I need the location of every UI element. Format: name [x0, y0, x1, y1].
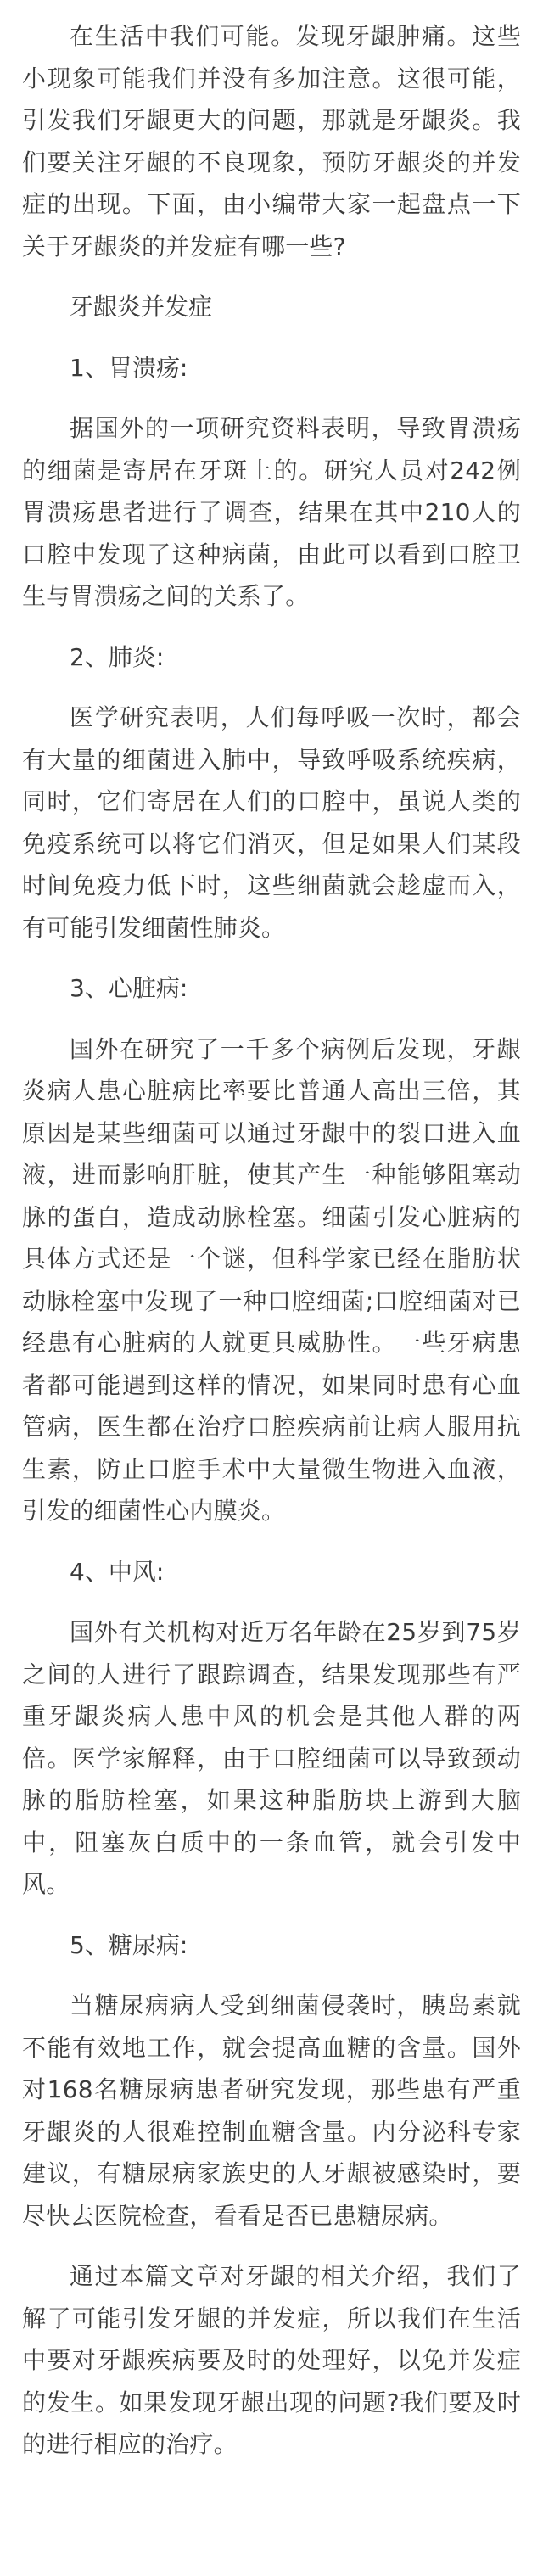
paragraph-stroke: 国外有关机构对近万名年龄在25岁到75岁之间的人进行了跟踪调查，结果发现那些有严重牙龈炎病人患中风的机会是其他人群的两倍。医学家解释，由于口腔细菌可以导致颈动脉的脂肪栓塞，如果这种脂肪块上游到大脑中，阻塞灰白质中的一条血管，就会引发中风。	[22, 1618, 521, 1898]
paragraph-pneumonia: 医学研究表明，人们每呼吸一次时，都会有大量的细菌进入肺中，导致呼吸系统疾病，同时，它们寄居在人们的口腔中，虽说人类的免疫系统可以将它们消灭，但是如果人们某段时间免疫力低下时，这些细菌就会趁虚而入，有可能引发细菌性肺炎。	[22, 703, 521, 942]
intro-paragraph: 在生活中我们可能。发现牙龈肿痛。这些小现象可能我们并没有多加注意。这很可能，引发我们牙龈更大的问题，那就是牙龈炎。我们要关注牙龈的不良现象，预防牙龈炎的并发症的出现。下面，由小编带大家一起盘点一下关于牙龈炎的并发症有哪一些?	[22, 22, 521, 260]
paragraph-diabetes: 当糖尿病病人受到细菌侵袭时，胰岛素就不能有效地工作，就会提高血糖的含量。国外对168名糖尿病患者研究发现，那些患有严重牙龈炎的人很难控制血糖含量。内分泌科专家建议，有糖尿病家族史的人牙龈被感染时，要尽快去医院检查，看看是否已患糖尿病。	[22, 1991, 521, 2230]
paragraph-heart-disease: 国外在研究了一千多个病例后发现，牙龈炎病人患心脏病比率要比普通人高出三倍，其原因是某些细菌可以通过牙龈中的裂口进入血液，进而影响肝脏，使其产生一种能够阻塞动脉的蛋白，造成动脉栓塞。细菌引发心脏病的具体方式还是一个谜，但科学家已经在脂肪状动脉栓塞中发现了一种口腔细菌;口腔细菌对已经患有心脏病的人就更具威胁性。一些牙病患者都可能遇到这样的情况，如果同时患有心血管病，医生都在治疗口腔疾病前让病人服用抗生素，防止口腔手术中大量微生物进入血液，引发的细菌性心内膜炎。	[22, 1034, 521, 1525]
conclusion-paragraph: 通过本篇文章对牙龈的相关介绍，我们了解了可能引发牙龈的并发症，所以我们在生活中要对牙龈疾病要及时的处理好，以免并发症的发生。如果发现牙龈出现的问题?我们要及时的进行相应的治疗。	[22, 2262, 521, 2458]
heading-heart-disease: 3、心脏病:	[70, 974, 188, 1002]
heading-pneumonia: 2、肺炎:	[70, 642, 165, 671]
paragraph-stomach-ulcer: 据国外的一项研究资料表明，导致胃溃疡的细菌是寄居在牙斑上的。研究人员对242例胃溃疡患者进行了调查，结果在其中210人的口腔中发现了这种病菌，由此可以看到口腔卫生与胃溃疡之间的关系了。	[22, 414, 521, 610]
section-title: 牙龈炎并发症	[70, 293, 213, 321]
heading-stomach-ulcer: 1、胃溃疡:	[70, 353, 188, 382]
heading-stroke: 4、中风:	[70, 1557, 165, 1586]
heading-diabetes: 5、糖尿病:	[70, 1930, 188, 1959]
